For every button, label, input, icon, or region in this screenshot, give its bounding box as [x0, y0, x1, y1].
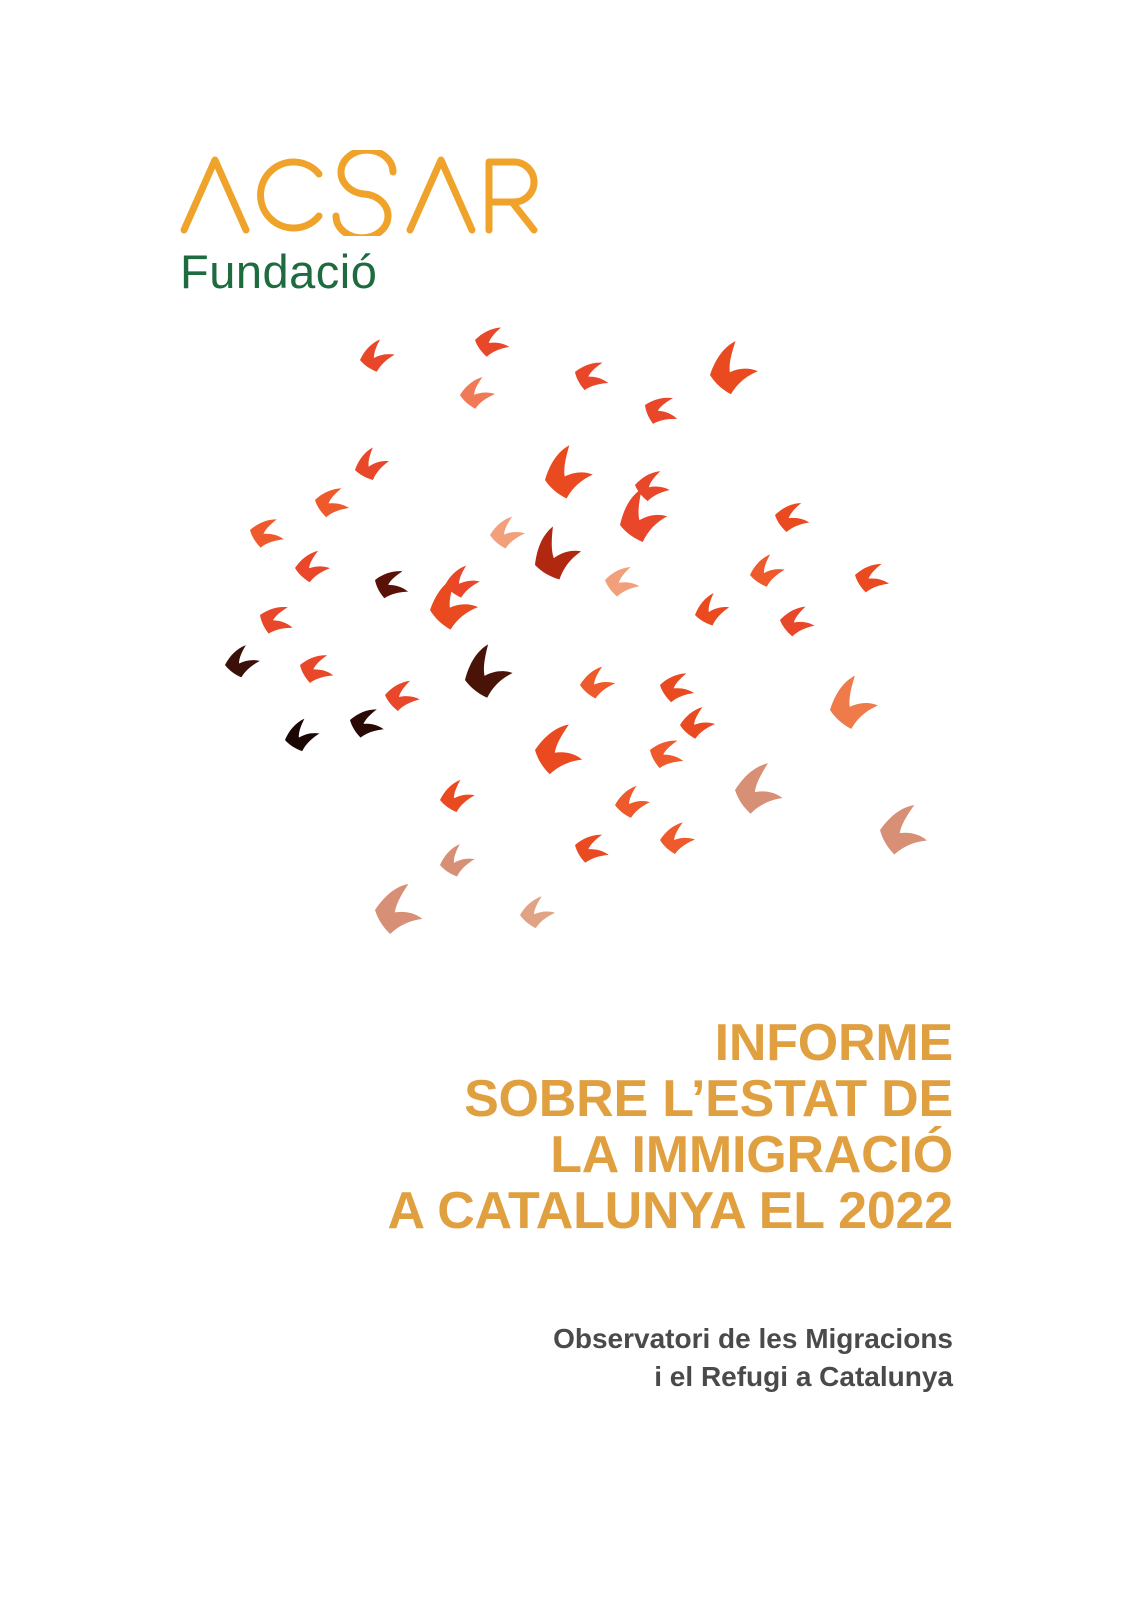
acsar-logo [178, 150, 598, 299]
report-title [233, 1015, 953, 1240]
acsar-wordmark [178, 150, 598, 240]
subtitle-line-2: i el Refugi a Catalunya [654, 1360, 953, 1392]
acsar-logo-subtitle: Fundació [180, 245, 378, 298]
title-line-3: LA IMMIGRACIÓ [550, 1126, 953, 1185]
flock-of-birds-illustration [190, 300, 950, 980]
title-line-1: INFORME [714, 1014, 953, 1072]
title-line-4: A CATALUNYA EL 2022 [387, 1182, 953, 1241]
report-subtitle [233, 1320, 953, 1396]
subtitle-line-1: Observatori de les Migracions [553, 1323, 953, 1354]
title-line-2: SOBRE L’ESTAT DE [464, 1070, 953, 1129]
